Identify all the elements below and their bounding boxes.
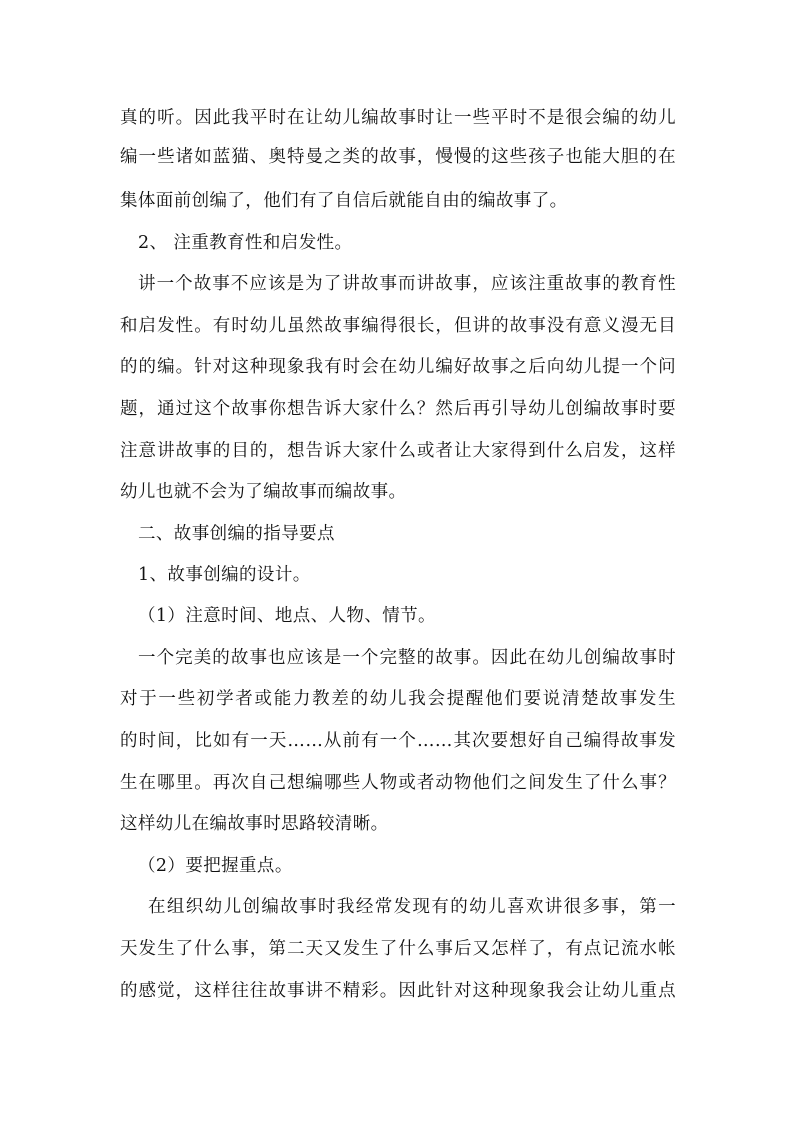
text-line: 注意讲故事的目的，想告诉大家什么或者让大家得到什么启发，这样	[120, 441, 676, 461]
text-line: 集体面前创编了，他们有了自信后就能自由的编故事了。	[120, 191, 568, 211]
text-line: 这样幼儿在编故事时思路较清晰。	[120, 814, 389, 834]
section-heading: 二、故事创编的指导要点	[138, 524, 335, 544]
text-line: 的时间，比如有一天……从前有一个……其次要想好自己编得故事发	[120, 731, 676, 751]
text-line: 在组织幼儿创编故事时我经常发现有的幼儿喜欢讲很多事，第一	[148, 897, 676, 917]
text-line: 一个完美的故事也应该是一个完整的故事。因此在幼儿创编故事时	[138, 648, 676, 668]
text-line: 和启发性。有时幼儿虽然故事编得很长，但讲的故事没有意义漫无目	[120, 316, 676, 336]
text-line: 天发生了什么事，第二天又发生了什么事后又怎样了，有点记流水帐	[120, 939, 676, 959]
section-heading: 2、 注重教育性和启发性。	[138, 233, 353, 253]
text-line: 幼儿也就不会为了编故事而编故事。	[120, 482, 407, 502]
text-line: 编一些诸如蓝猫、奥特曼之类的故事，慢慢的这些孩子也能大胆的在	[120, 147, 676, 167]
text-line: 的的编。针对这种现象我有时会在幼儿编好故事之后向幼儿提一个问	[120, 357, 676, 377]
subsection-heading: 1、故事创编的设计。	[138, 565, 311, 585]
text-line: 真的听。因此我平时在让幼儿编故事时让一些平时不是很会编的幼儿	[120, 108, 676, 128]
text-line: 题，通过这个故事你想告诉大家什么？然后再引导幼儿创编故事时要	[120, 399, 676, 419]
text-line: 生在哪里。再次自己想编哪些人物或者动物他们之间发生了什么事？	[120, 773, 676, 793]
subsection-heading: （1）注意时间、地点、人物、情节。	[138, 606, 436, 626]
text-line: 讲一个故事不应该是为了讲故事而讲故事，应该注重故事的教育性	[138, 274, 676, 294]
text-line: 的感觉，这样往往故事讲不精彩。因此针对这种现象我会让幼儿重点	[120, 981, 676, 1001]
text-line: 对于一些初学者或能力教差的幼儿我会提醒他们要说清楚故事发生	[120, 689, 676, 709]
subsection-heading: （2）要把握重点。	[138, 856, 293, 876]
